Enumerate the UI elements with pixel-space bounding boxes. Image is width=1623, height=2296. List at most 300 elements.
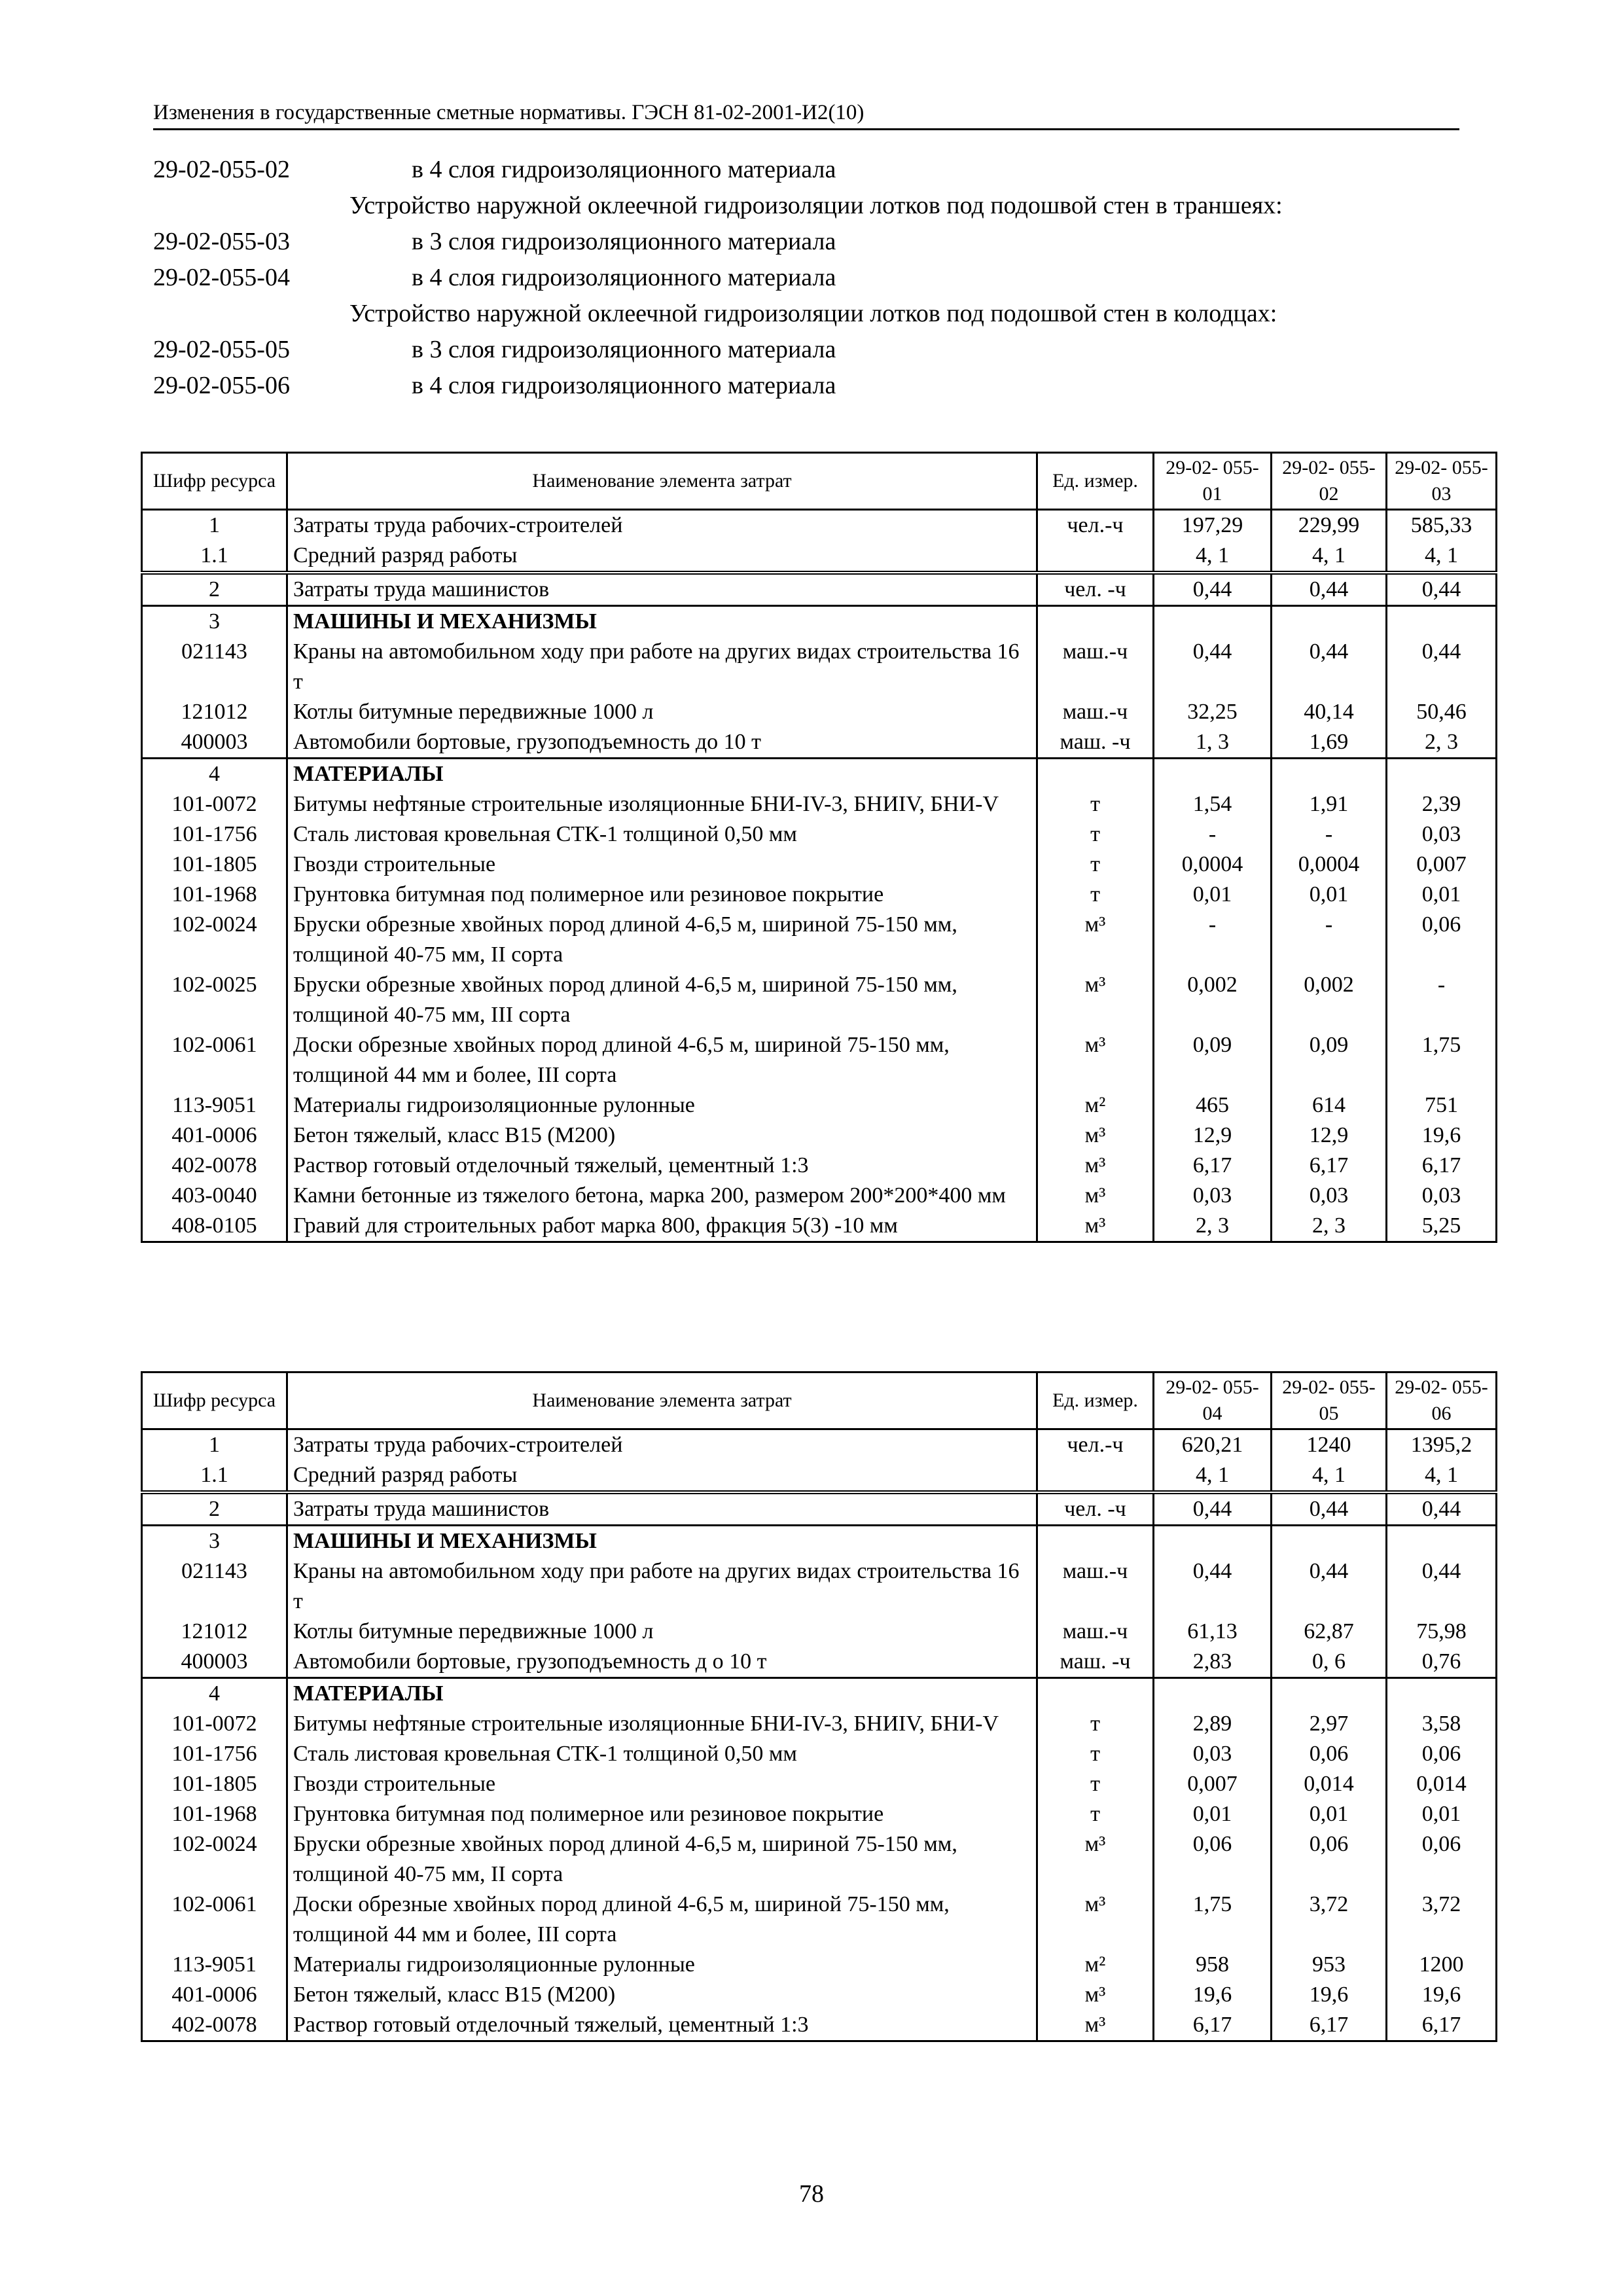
- value-cell: -: [1154, 910, 1272, 970]
- cost-element-name: Грунтовка битумная под полимерное или резиновое покрытие: [287, 880, 1037, 910]
- cost-element-name: Краны на автомобильном ходу при работе на других видах строительства 16 т: [287, 637, 1037, 697]
- resource-code: 3: [142, 606, 287, 637]
- table-row: [142, 819, 1497, 850]
- cost-element-name: Раствор готовый отделочный тяжелый, цементный 1:3: [287, 2010, 1037, 2041]
- resource-code: 102-0024: [142, 1829, 287, 1890]
- cost-element-name: МАШИНЫ И МЕХАНИЗМЫ: [287, 1526, 1037, 1557]
- value-cell: 197,29: [1154, 510, 1272, 541]
- cost-element-name: Автомобили бортовые, грузоподъемность до 10 т: [287, 727, 1037, 759]
- value-cell: 0,09: [1272, 1030, 1387, 1090]
- unit-cell: т: [1037, 1709, 1154, 1739]
- table-row: [142, 880, 1497, 910]
- value-cell: 2,39: [1387, 789, 1497, 819]
- intro-line: [153, 332, 1459, 368]
- table-row: [142, 1890, 1497, 1950]
- col-header-norm: 29-02- 055-01: [1154, 453, 1272, 510]
- intro-line: [153, 368, 1459, 404]
- resource-code: 101-1756: [142, 819, 287, 850]
- value-cell: 19,6: [1154, 1980, 1272, 2010]
- value-cell: -: [1387, 970, 1497, 1030]
- table-row: [142, 1211, 1497, 1242]
- cost-element-name: Бетон тяжелый, класс В15 (М200): [287, 1980, 1037, 2010]
- resource-code: 402-0078: [142, 2010, 287, 2041]
- table-row: [142, 1090, 1497, 1121]
- cost-element-name: Материалы гидроизоляционные рулонные: [287, 1950, 1037, 1980]
- value-cell: 2, 3: [1154, 1211, 1272, 1242]
- resource-code: 102-0061: [142, 1030, 287, 1090]
- value-cell: 2,97: [1272, 1709, 1387, 1739]
- intro-list: [153, 152, 1459, 404]
- intro-desc: в 4 слоя гидроизоляционного материала: [412, 264, 836, 291]
- value-cell: 2, 3: [1387, 727, 1497, 759]
- value-cell: 0,44: [1154, 1492, 1272, 1526]
- col-header-norm: 29-02- 055-02: [1272, 453, 1387, 510]
- unit-cell: маш.-ч: [1037, 1617, 1154, 1647]
- table-row: [142, 727, 1497, 759]
- value-cell: 0,06: [1272, 1739, 1387, 1769]
- resource-code: 1: [142, 510, 287, 541]
- value-cell: 1395,2: [1387, 1429, 1497, 1461]
- value-cell: 0,01: [1272, 1799, 1387, 1829]
- value-cell: 0,01: [1387, 1799, 1497, 1829]
- value-cell: [1272, 759, 1387, 790]
- cost-element-name: Автомобили бортовые, грузоподъемность д о 10 т: [287, 1647, 1037, 1678]
- value-cell: 40,14: [1272, 697, 1387, 727]
- value-cell: [1154, 1678, 1272, 1710]
- value-cell: 0,06: [1387, 1739, 1497, 1769]
- value-cell: 585,33: [1387, 510, 1497, 541]
- unit-cell: м³: [1037, 910, 1154, 970]
- value-cell: 465: [1154, 1090, 1272, 1121]
- intro-line: [153, 224, 1459, 260]
- value-cell: 0,06: [1272, 1829, 1387, 1890]
- table-row: [142, 1980, 1497, 2010]
- cost-element-name: Грунтовка битумная под полимерное или резиновое покрытие: [287, 1799, 1037, 1829]
- value-cell: 0,01: [1154, 1799, 1272, 1829]
- value-cell: 0,44: [1272, 1556, 1387, 1617]
- resource-code: 113-9051: [142, 1090, 287, 1121]
- value-cell: -: [1272, 819, 1387, 850]
- intro-heading: Устройство наружной оклеечной гидроизоляции лотков под подошвой стен в колодцах:: [349, 300, 1277, 327]
- intro-line: [153, 260, 1459, 296]
- table-row: [142, 910, 1497, 970]
- col-header-norm: 29-02- 055-05: [1272, 1372, 1387, 1429]
- cost-element-name: Бетон тяжелый, класс В15 (М200): [287, 1121, 1037, 1151]
- table-row: [142, 1460, 1497, 1492]
- unit-cell: м³: [1037, 1829, 1154, 1890]
- value-cell: 1,91: [1272, 789, 1387, 819]
- value-cell: 0,01: [1387, 880, 1497, 910]
- value-cell: 1,54: [1154, 789, 1272, 819]
- value-cell: 614: [1272, 1090, 1387, 1121]
- value-cell: -: [1154, 819, 1272, 850]
- cost-element-name: Сталь листовая кровельная СТК-1 толщиной 0,50 мм: [287, 819, 1037, 850]
- table-row: [142, 2010, 1497, 2041]
- cost-element-name: Затраты труда рабочих-строителей: [287, 510, 1037, 541]
- value-cell: 0,03: [1387, 819, 1497, 850]
- intro-line: [153, 152, 1459, 188]
- cost-element-name: Котлы битумные передвижные 1000 л: [287, 1617, 1037, 1647]
- page-number: 78: [799, 2180, 824, 2208]
- resource-code: 102-0061: [142, 1890, 287, 1950]
- unit-cell: т: [1037, 1739, 1154, 1769]
- resource-code: 401-0006: [142, 1980, 287, 2010]
- resource-code: 408-0105: [142, 1211, 287, 1242]
- unit-cell: маш.-ч: [1037, 637, 1154, 697]
- col-header-norm: 29-02- 055-04: [1154, 1372, 1272, 1429]
- value-cell: [1272, 1526, 1387, 1557]
- cost-element-name: Сталь листовая кровельная СТК-1 толщиной 0,50 мм: [287, 1739, 1037, 1769]
- col-header-name: Наименование элемента затрат: [287, 1372, 1037, 1429]
- table-row: [142, 789, 1497, 819]
- value-cell: -: [1272, 910, 1387, 970]
- cost-element-name: Затраты труда машинистов: [287, 573, 1037, 606]
- resource-code: 121012: [142, 697, 287, 727]
- table-row: [142, 759, 1497, 790]
- value-cell: 2,89: [1154, 1709, 1272, 1739]
- value-cell: 0,06: [1154, 1829, 1272, 1890]
- resource-code: 403-0040: [142, 1181, 287, 1211]
- col-header-unit: Ед. измер.: [1037, 453, 1154, 510]
- value-cell: 32,25: [1154, 697, 1272, 727]
- unit-cell: м³: [1037, 1151, 1154, 1181]
- col-header-code: Шифр ресурса: [142, 1372, 287, 1429]
- unit-cell: чел.-ч: [1037, 1429, 1154, 1461]
- table-group: [142, 759, 1497, 1242]
- value-cell: 0,002: [1272, 970, 1387, 1030]
- table-group: [142, 1429, 1497, 1493]
- table-row: [142, 1151, 1497, 1181]
- cost-element-name: Краны на автомобильном ходу при работе на других видах строительства 16 т: [287, 1556, 1037, 1617]
- unit-cell: м³: [1037, 1211, 1154, 1242]
- value-cell: 50,46: [1387, 697, 1497, 727]
- value-cell: 1,75: [1387, 1030, 1497, 1090]
- unit-cell: м³: [1037, 1980, 1154, 2010]
- unit-cell: [1037, 541, 1154, 573]
- unit-cell: [1037, 1678, 1154, 1710]
- unit-cell: м²: [1037, 1950, 1154, 1980]
- value-cell: 0,007: [1387, 850, 1497, 880]
- value-cell: [1154, 1526, 1272, 1557]
- value-cell: 0,44: [1154, 1556, 1272, 1617]
- resource-code: 102-0024: [142, 910, 287, 970]
- value-cell: 4, 1: [1387, 541, 1497, 573]
- value-cell: 0,44: [1272, 573, 1387, 606]
- value-cell: 12,9: [1154, 1121, 1272, 1151]
- resource-code: 1.1: [142, 541, 287, 573]
- value-cell: 4, 1: [1154, 541, 1272, 573]
- table-group: [142, 606, 1497, 759]
- value-cell: 953: [1272, 1950, 1387, 1980]
- value-cell: 0,44: [1387, 573, 1497, 606]
- table-group: [142, 573, 1497, 606]
- cost-element-name: Бруски обрезные хвойных пород длиной 4-6,5 м, шириной 75-150 мм, толщиной 40-75 мм, III сорта: [287, 970, 1037, 1030]
- cost-element-name: Затраты труда рабочих-строителей: [287, 1429, 1037, 1461]
- unit-cell: чел. -ч: [1037, 573, 1154, 606]
- value-cell: 751: [1387, 1090, 1497, 1121]
- value-cell: 0,0004: [1154, 850, 1272, 880]
- value-cell: 4, 1: [1387, 1460, 1497, 1492]
- unit-cell: м³: [1037, 1890, 1154, 1950]
- cost-element-name: Доски обрезные хвойных пород длиной 4-6,5 м, шириной 75-150 мм, толщиной 44 мм и более, III сорта: [287, 1890, 1037, 1950]
- value-cell: 0,44: [1387, 1492, 1497, 1526]
- table-row: [142, 1181, 1497, 1211]
- value-cell: 4, 1: [1154, 1460, 1272, 1492]
- table-row: [142, 1709, 1497, 1739]
- unit-cell: [1037, 759, 1154, 790]
- table-row: [142, 1678, 1497, 1710]
- unit-cell: т: [1037, 850, 1154, 880]
- value-cell: 0,007: [1154, 1769, 1272, 1799]
- table-row: [142, 573, 1497, 606]
- value-cell: 1200: [1387, 1950, 1497, 1980]
- unit-cell: м³: [1037, 970, 1154, 1030]
- value-cell: 0,44: [1154, 573, 1272, 606]
- table-row: [142, 1556, 1497, 1617]
- unit-cell: чел.-ч: [1037, 510, 1154, 541]
- resource-code: 101-1805: [142, 1769, 287, 1799]
- cost-element-name: Камни бетонные из тяжелого бетона, марка 200, размером 200*200*400 мм: [287, 1181, 1037, 1211]
- resource-code: 1.1: [142, 1460, 287, 1492]
- value-cell: 0,06: [1387, 1829, 1497, 1890]
- norm-table-2: [141, 1371, 1497, 2042]
- intro-heading: Устройство наружной оклеечной гидроизоляции лотков под подошвой стен в траншеях:: [349, 192, 1283, 219]
- resource-code: 101-0072: [142, 789, 287, 819]
- value-cell: 3,72: [1272, 1890, 1387, 1950]
- table-row: [142, 1647, 1497, 1678]
- unit-cell: м³: [1037, 1181, 1154, 1211]
- unit-cell: маш. -ч: [1037, 727, 1154, 759]
- table-row: [142, 850, 1497, 880]
- unit-cell: м³: [1037, 1030, 1154, 1090]
- unit-cell: маш. -ч: [1037, 1647, 1154, 1678]
- cost-element-name: МАТЕРИАЛЫ: [287, 1678, 1037, 1710]
- value-cell: 0,44: [1272, 637, 1387, 697]
- intro-desc: в 4 слоя гидроизоляционного материала: [412, 156, 836, 183]
- intro-line: [153, 188, 1459, 224]
- value-cell: 0,002: [1154, 970, 1272, 1030]
- value-cell: 6,17: [1387, 2010, 1497, 2041]
- table-row: [142, 1769, 1497, 1799]
- value-cell: [1387, 759, 1497, 790]
- value-cell: 0,44: [1387, 637, 1497, 697]
- value-cell: 19,6: [1272, 1980, 1387, 2010]
- table-group: [142, 1492, 1497, 1526]
- resource-code: 2: [142, 1492, 287, 1526]
- table-row: [142, 606, 1497, 637]
- value-cell: 0,014: [1272, 1769, 1387, 1799]
- resource-code: 400003: [142, 727, 287, 759]
- value-cell: 0,03: [1272, 1181, 1387, 1211]
- table-row: [142, 1739, 1497, 1769]
- cost-element-name: Котлы битумные передвижные 1000 л: [287, 697, 1037, 727]
- value-cell: 0,01: [1154, 880, 1272, 910]
- unit-cell: маш.-ч: [1037, 697, 1154, 727]
- cost-element-name: Гвозди строительные: [287, 850, 1037, 880]
- resource-code: 402-0078: [142, 1151, 287, 1181]
- resource-code: 101-0072: [142, 1709, 287, 1739]
- resource-code: 3: [142, 1526, 287, 1557]
- cost-element-name: Затраты труда машинистов: [287, 1492, 1037, 1526]
- cost-element-name: МАШИНЫ И МЕХАНИЗМЫ: [287, 606, 1037, 637]
- value-cell: 0,0004: [1272, 850, 1387, 880]
- value-cell: [1387, 606, 1497, 637]
- resource-code: 113-9051: [142, 1950, 287, 1980]
- table-row: [142, 1617, 1497, 1647]
- table-row: [142, 1030, 1497, 1090]
- value-cell: 0,014: [1387, 1769, 1497, 1799]
- unit-cell: [1037, 606, 1154, 637]
- col-header-name: Наименование элемента затрат: [287, 453, 1037, 510]
- value-cell: 0,44: [1154, 637, 1272, 697]
- cost-element-name: Средний разряд работы: [287, 541, 1037, 573]
- table-group: [142, 1526, 1497, 1678]
- col-header-norm: 29-02- 055-03: [1387, 453, 1497, 510]
- table-row: [142, 1526, 1497, 1557]
- table-row: [142, 1829, 1497, 1890]
- cost-element-name: Материалы гидроизоляционные рулонные: [287, 1090, 1037, 1121]
- value-cell: 1240: [1272, 1429, 1387, 1461]
- value-cell: 620,21: [1154, 1429, 1272, 1461]
- value-cell: 0,44: [1387, 1556, 1497, 1617]
- intro-desc: в 3 слоя гидроизоляционного материала: [412, 228, 836, 255]
- resource-code: 4: [142, 1678, 287, 1710]
- cost-element-name: МАТЕРИАЛЫ: [287, 759, 1037, 790]
- value-cell: 6,17: [1154, 2010, 1272, 2041]
- value-cell: 1,75: [1154, 1890, 1272, 1950]
- resource-code: 401-0006: [142, 1121, 287, 1151]
- cost-element-name: Средний разряд работы: [287, 1460, 1037, 1492]
- value-cell: 0,09: [1154, 1030, 1272, 1090]
- unit-cell: [1037, 1526, 1154, 1557]
- table-group: [142, 1678, 1497, 2041]
- intro-code: 29-02-055-05: [153, 336, 290, 363]
- value-cell: 12,9: [1272, 1121, 1387, 1151]
- resource-code: 2: [142, 573, 287, 606]
- resource-code: 4: [142, 759, 287, 790]
- value-cell: 0,06: [1387, 910, 1497, 970]
- unit-cell: маш.-ч: [1037, 1556, 1154, 1617]
- table-row: [142, 1950, 1497, 1980]
- col-header-unit: Ед. измер.: [1037, 1372, 1154, 1429]
- cost-element-name: Доски обрезные хвойных пород длиной 4-6,5 м, шириной 75-150 мм, толщиной 44 мм и более, III сорта: [287, 1030, 1037, 1090]
- value-cell: 0, 6: [1272, 1647, 1387, 1678]
- value-cell: 0,03: [1154, 1181, 1272, 1211]
- value-cell: 0,01: [1272, 880, 1387, 910]
- value-cell: [1272, 1678, 1387, 1710]
- value-cell: 2,83: [1154, 1647, 1272, 1678]
- resource-code: 1: [142, 1429, 287, 1461]
- running-header: Изменения в государственные сметные нормативы. ГЭСН 81-02-2001-И2(10): [153, 98, 1459, 130]
- resource-code: 101-1805: [142, 850, 287, 880]
- unit-cell: м³: [1037, 1121, 1154, 1151]
- unit-cell: [1037, 1460, 1154, 1492]
- value-cell: [1154, 759, 1272, 790]
- table-row: [142, 1799, 1497, 1829]
- value-cell: 6,17: [1154, 1151, 1272, 1181]
- intro-code: 29-02-055-03: [153, 228, 290, 255]
- unit-cell: т: [1037, 1799, 1154, 1829]
- value-cell: 958: [1154, 1950, 1272, 1980]
- table-row: [142, 541, 1497, 573]
- intro-code: 29-02-055-04: [153, 264, 290, 291]
- table-row: [142, 970, 1497, 1030]
- table-row: [142, 1429, 1497, 1461]
- value-cell: 6,17: [1272, 2010, 1387, 2041]
- value-cell: 4, 1: [1272, 541, 1387, 573]
- table-row: [142, 510, 1497, 541]
- value-cell: 5,25: [1387, 1211, 1497, 1242]
- cost-element-name: Раствор готовый отделочный тяжелый, цементный 1:3: [287, 1151, 1037, 1181]
- resource-code: 101-1968: [142, 880, 287, 910]
- col-header-norm: 29-02- 055-06: [1387, 1372, 1497, 1429]
- value-cell: 229,99: [1272, 510, 1387, 541]
- value-cell: 19,6: [1387, 1980, 1497, 2010]
- resource-code: 400003: [142, 1647, 287, 1678]
- value-cell: 3,72: [1387, 1890, 1497, 1950]
- unit-cell: т: [1037, 1769, 1154, 1799]
- cost-element-name: Гвозди строительные: [287, 1769, 1037, 1799]
- col-header-code: Шифр ресурса: [142, 453, 287, 510]
- value-cell: [1272, 606, 1387, 637]
- table-row: [142, 697, 1497, 727]
- value-cell: 19,6: [1387, 1121, 1497, 1151]
- value-cell: 0,76: [1387, 1647, 1497, 1678]
- value-cell: 0,03: [1154, 1739, 1272, 1769]
- resource-code: 102-0025: [142, 970, 287, 1030]
- intro-desc: в 3 слоя гидроизоляционного материала: [412, 336, 836, 363]
- resource-code: 101-1968: [142, 1799, 287, 1829]
- value-cell: 1,69: [1272, 727, 1387, 759]
- resource-code: 121012: [142, 1617, 287, 1647]
- resource-code: 021143: [142, 637, 287, 697]
- norm-table-1: [141, 452, 1497, 1243]
- unit-cell: м²: [1037, 1090, 1154, 1121]
- value-cell: 6,17: [1272, 1151, 1387, 1181]
- cost-element-name: Бруски обрезные хвойных пород длиной 4-6,5 м, шириной 75-150 мм, толщиной 40-75 мм, II сорта: [287, 910, 1037, 970]
- unit-cell: чел. -ч: [1037, 1492, 1154, 1526]
- value-cell: 0,44: [1272, 1492, 1387, 1526]
- resource-code: 021143: [142, 1556, 287, 1617]
- table-row: [142, 1121, 1497, 1151]
- unit-cell: т: [1037, 789, 1154, 819]
- value-cell: 75,98: [1387, 1617, 1497, 1647]
- table-row: [142, 637, 1497, 697]
- value-cell: [1387, 1526, 1497, 1557]
- intro-line: [153, 296, 1459, 332]
- value-cell: 6,17: [1387, 1151, 1497, 1181]
- cost-element-name: Бруски обрезные хвойных пород длиной 4-6,5 м, шириной 75-150 мм, толщиной 40-75 мм, II сорта: [287, 1829, 1037, 1890]
- value-cell: 3,58: [1387, 1709, 1497, 1739]
- unit-cell: м³: [1037, 2010, 1154, 2041]
- intro-desc: в 4 слоя гидроизоляционного материала: [412, 372, 836, 399]
- unit-cell: т: [1037, 819, 1154, 850]
- value-cell: 0,03: [1387, 1181, 1497, 1211]
- cost-element-name: Гравий для строительных работ марка 800, фракция 5(3) -10 мм: [287, 1211, 1037, 1242]
- value-cell: 1, 3: [1154, 727, 1272, 759]
- cost-element-name: Битумы нефтяные строительные изоляционные БНИ-IV-3, БНИIV, БНИ-V: [287, 789, 1037, 819]
- value-cell: [1387, 1678, 1497, 1710]
- table-row: [142, 1492, 1497, 1526]
- table-group: [142, 510, 1497, 573]
- value-cell: 4, 1: [1272, 1460, 1387, 1492]
- cost-element-name: Битумы нефтяные строительные изоляционные БНИ-IV-3, БНИIV, БНИ-V: [287, 1709, 1037, 1739]
- value-cell: [1154, 606, 1272, 637]
- resource-code: 101-1756: [142, 1739, 287, 1769]
- value-cell: 2, 3: [1272, 1211, 1387, 1242]
- unit-cell: т: [1037, 880, 1154, 910]
- value-cell: 61,13: [1154, 1617, 1272, 1647]
